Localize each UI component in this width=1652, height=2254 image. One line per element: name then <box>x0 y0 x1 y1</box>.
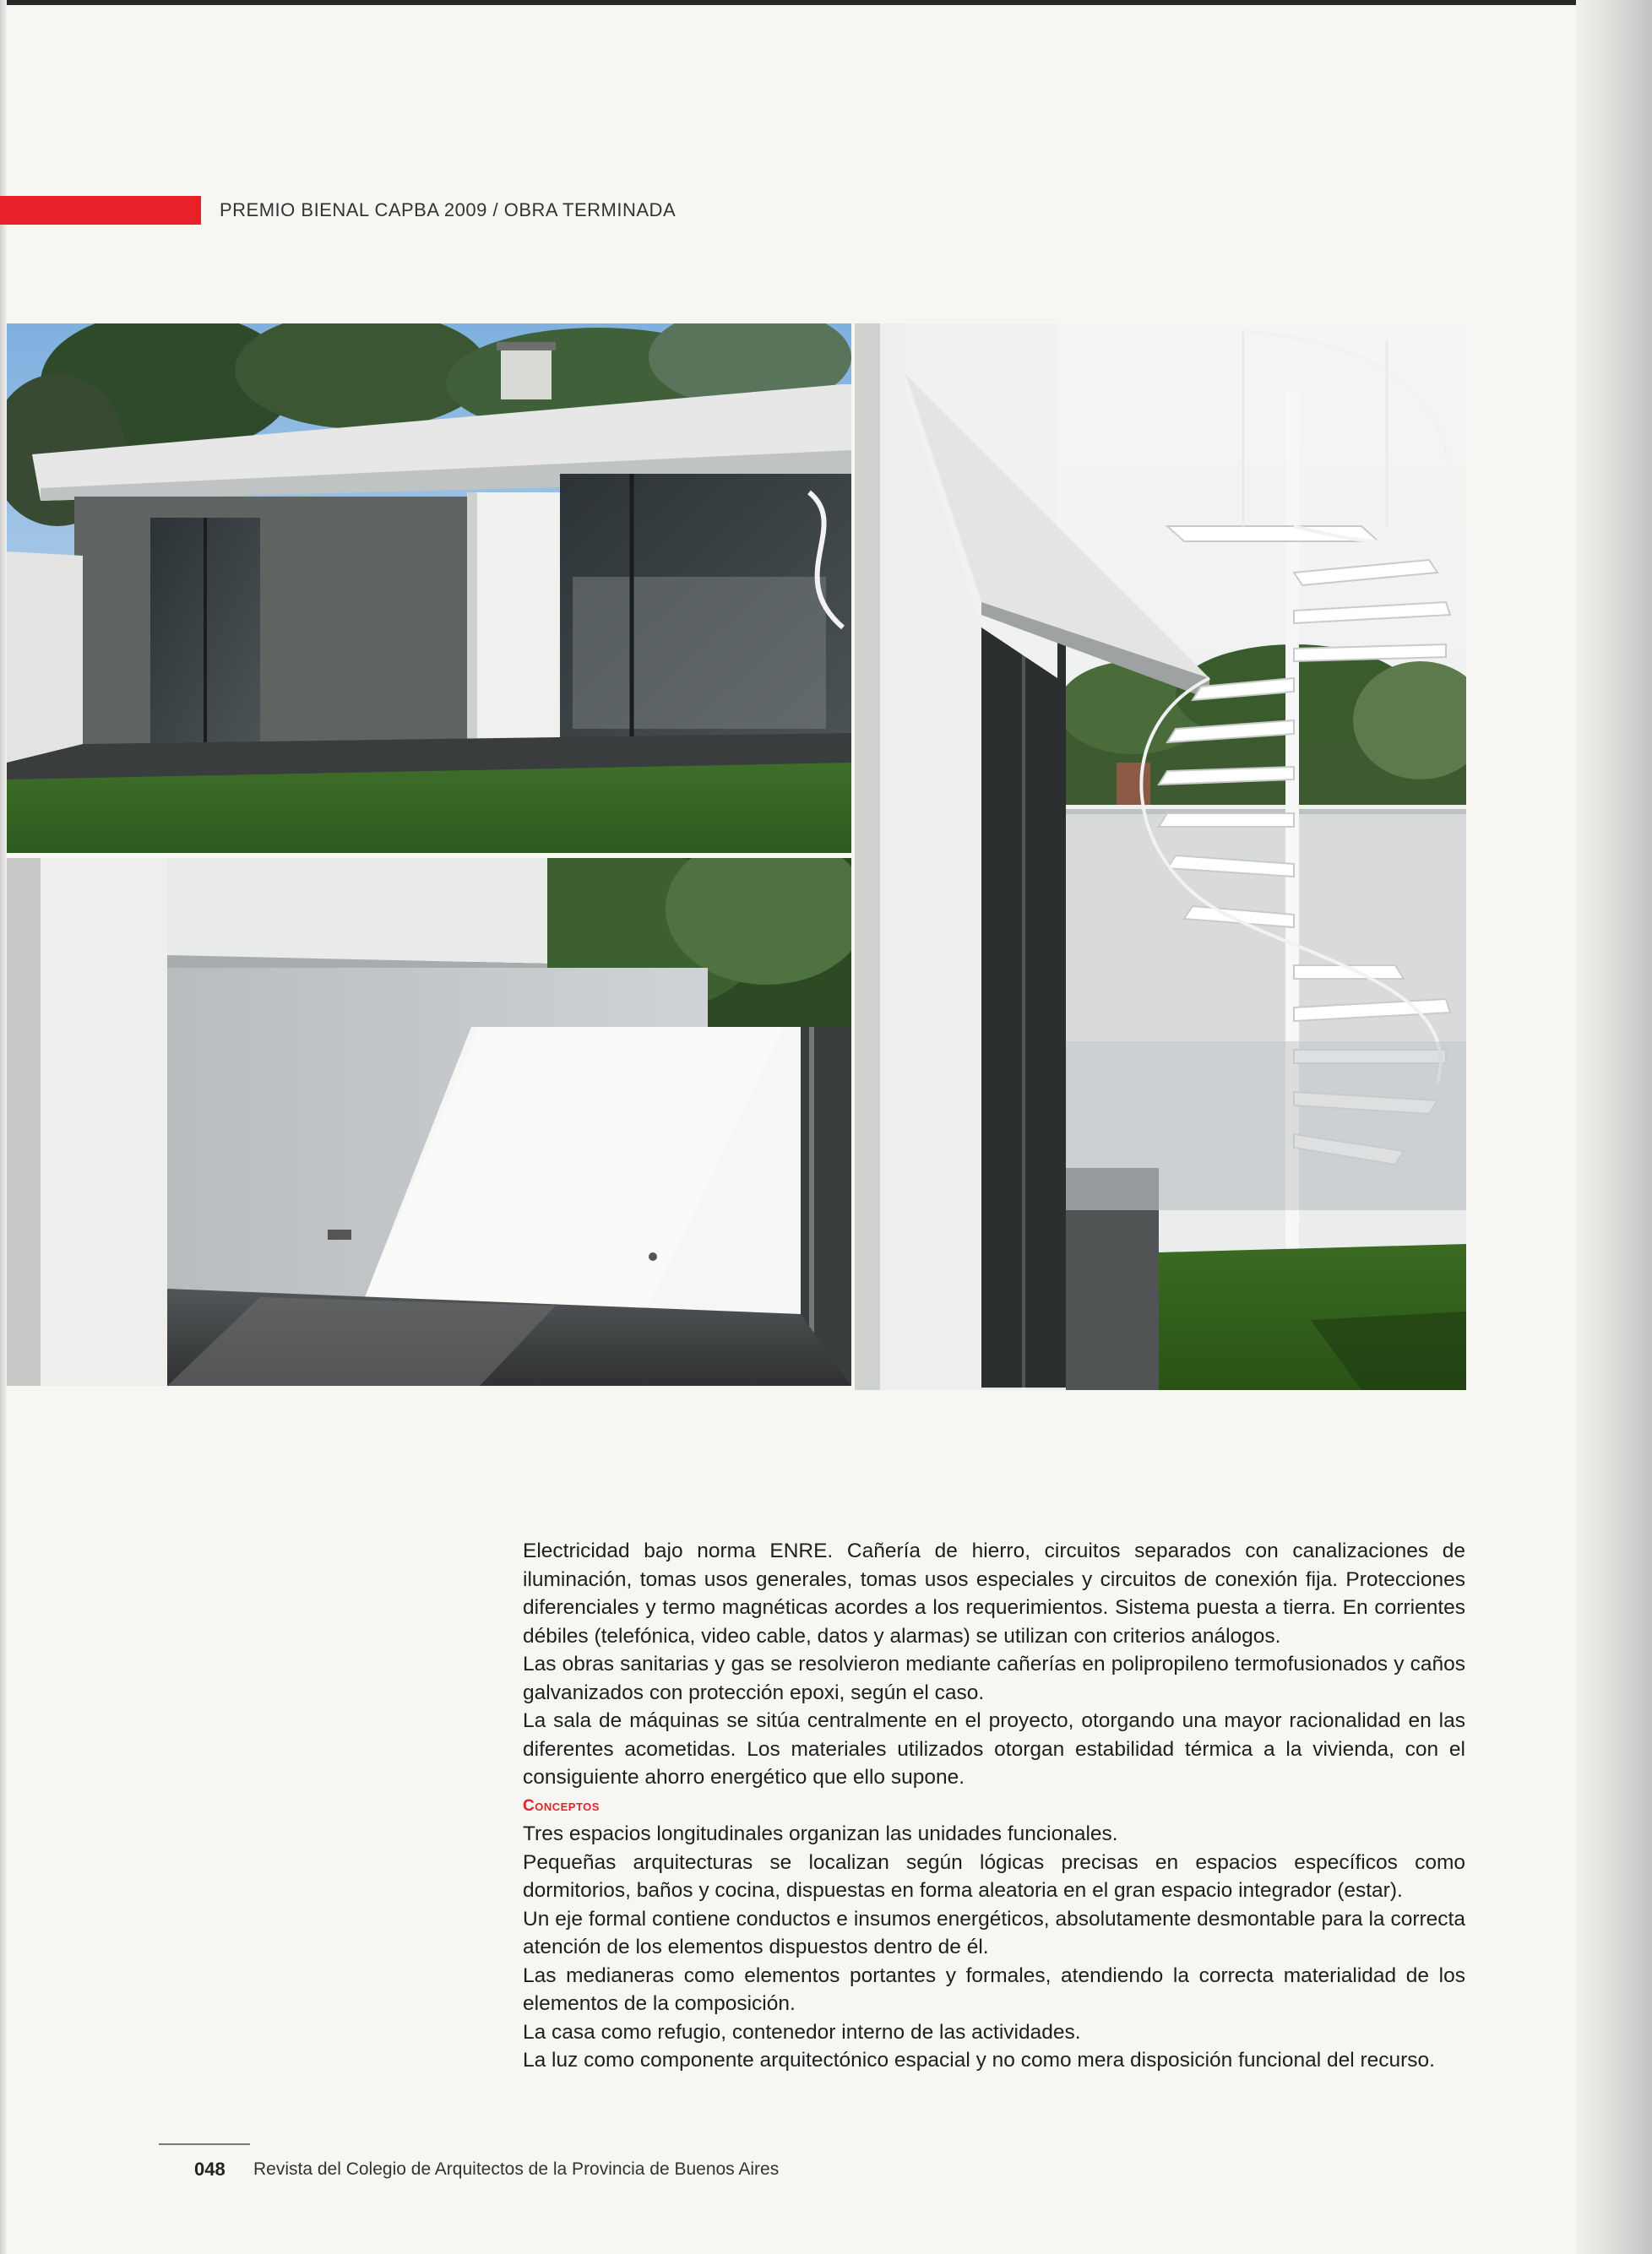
section-heading-conceptos: Conceptos <box>523 1796 600 1815</box>
section-color-bar <box>0 196 201 225</box>
concept-paragraph: Tres espacios longitudinales organizan las unidades funcionales. <box>523 1822 1118 1845</box>
publication-name: Revista del Colegio de Arquitectos de la Provincia de Buenos Aires <box>253 2159 780 2179</box>
paragraph-machine-room: La sala de máquinas se sitúa centralmente en el proyecto, otorgando una mayor racionalidad en las diferentes acometidas. Los materiales utilizados otorgan estabilidad térmica a la vivienda, con el consiguiente ahorro energético que ello supone. <box>523 1709 1465 1789</box>
concept-paragraph: La luz como componente arquitectónico espacial y no como mera disposición funcional del recurso. <box>523 2049 1435 2072</box>
photo-exterior-gallery <box>7 323 851 853</box>
running-head: PREMIO BIENAL CAPBA 2009 / OBRA TERMINADA <box>220 199 677 220</box>
photo-spiral-staircase <box>855 323 1466 1390</box>
article-body <box>523 1537 1465 2075</box>
photo-covered-terrace <box>7 858 851 1386</box>
paragraph-electricity: Electricidad bajo norma ENRE. Cañería de hierro, circuitos separados con canalizaciones de iluminación, tomas usos generales, tomas usos especiales y circuitos de conexión fija. Protecciones diferenciales y termo magnéticas acordes a los requerimientos. Sistema puesta a tierra. En corrientes débiles (telefónica, video cable, datos y alarmas) se utilizan con criterios análogos. <box>523 1540 1465 1648</box>
page-curl-shadow <box>1576 0 1652 2254</box>
concept-paragraph: La casa como refugio, contenedor interno de las actividades. <box>523 2020 1081 2044</box>
page-top-edge <box>0 0 1652 5</box>
page-spine <box>0 0 7 2254</box>
paragraph-sanitary-gas: Las obras sanitarias y gas se resolvieron mediante cañerías en polipropileno termofusionados y caños galvanizados con protección epoxi, según el caso. <box>523 1653 1465 1704</box>
concept-paragraph: Un eje formal contiene conductos e insumos energéticos, absolutamente desmontable para la correcta atención de los elementos dispuestos dentro de él. <box>523 1907 1465 1958</box>
concept-paragraph: Pequeñas arquitecturas se localizan según lógicas precisas en espacios específicos como dormitorios, baños y cocina, dispuestas en forma aleatoria en el gran espacio integrador (estar). <box>523 1850 1465 1902</box>
page-number: 048 <box>194 2159 226 2180</box>
footer-rule <box>159 2143 250 2145</box>
concept-paragraph: Las medianeras como elementos portantes y formales, atendiendo la correcta materialidad de los elementos de la composición. <box>523 1963 1465 2015</box>
